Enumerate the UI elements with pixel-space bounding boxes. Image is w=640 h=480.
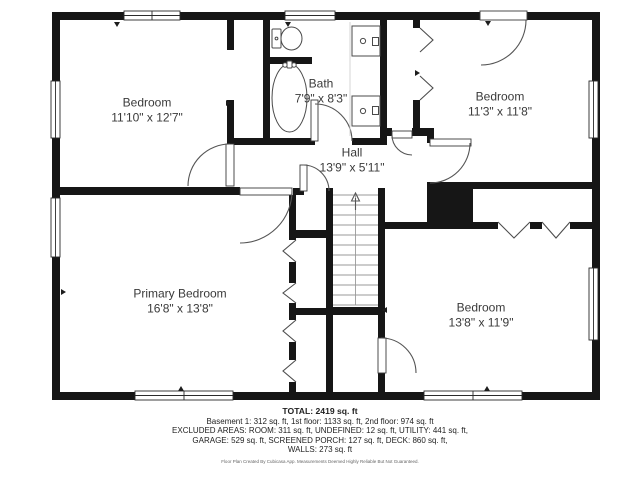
room-dimensions: 7'9" x 8'3" <box>294 91 348 105</box>
bifold-door-right-bedroom-closet-1 <box>420 28 433 52</box>
room-label-primary-bedroom <box>133 287 226 316</box>
room-label-hall <box>320 146 385 175</box>
door-arc-top-left-bedroom <box>188 144 230 186</box>
area-summary <box>0 405 640 465</box>
room-name: Bedroom <box>475 89 525 104</box>
windows <box>51 11 598 400</box>
excluded-areas-line3: WALLS: 273 sq. ft <box>287 445 353 455</box>
door-arc-primary-bedroom <box>240 191 292 243</box>
door-leaf-deck <box>480 11 527 20</box>
room-dimensions: 11'10" x 12'7" <box>111 110 183 124</box>
floor-areas: Basement 1: 312 sq. ft, 1st floor: 1133 sq. ft, 2nd floor: 974 sq. ft <box>206 417 434 426</box>
excluded-areas-line1: EXCLUDED AREAS: ROOM: 311 sq. ft, UNDEFINED: 12 sq. ft, UTILITY: 441 sq. ft, <box>172 426 468 436</box>
toilet <box>272 27 302 50</box>
door-leaf-primary-bedroom <box>240 188 292 195</box>
room-name: Bath <box>308 76 334 91</box>
room-dimensions: 16'8" x 13'8" <box>147 301 213 315</box>
staircase <box>333 193 378 305</box>
door-leaf-top-right-bedroom <box>430 139 471 146</box>
door-arc-deck <box>481 20 526 65</box>
credit-note: Floor Plan Created By Cubicasa App. Measurements Deemed Highly Reliable But Not Guaranteed. <box>221 458 419 464</box>
window-top-left-bedroom <box>124 11 180 20</box>
room-name: Bedroom <box>456 300 506 315</box>
window-right-top-bedroom <box>589 81 598 138</box>
door-leaf-top-left-bedroom <box>226 144 234 186</box>
door-leaf-linen-closet <box>392 131 412 138</box>
window-left-bedroom <box>51 81 60 138</box>
door-leaf-bottom-right-bedroom <box>378 338 386 373</box>
door-arc-top-right-bedroom <box>430 143 470 183</box>
room-name: Bedroom <box>122 95 172 110</box>
window-bottom-primary <box>135 391 233 400</box>
total-area: TOTAL: 2419 sq. ft <box>282 406 358 416</box>
sink-vanity-bottom <box>352 96 380 126</box>
window-right-bottom-bedroom <box>589 268 598 340</box>
bifold-door-right-bedroom-closet-2 <box>420 76 433 100</box>
door-leaf-bath <box>311 100 318 141</box>
bifold-door-bottom-bedroom-closet-1 <box>498 222 530 238</box>
window-bottom-bedroom <box>424 391 522 400</box>
bifold-door-primary-closet-3 <box>283 320 296 342</box>
room-label-bath <box>295 77 347 106</box>
walls <box>52 12 600 400</box>
bifold-door-primary-closet-2 <box>283 283 296 303</box>
bifold-door-bottom-bedroom-closet-2 <box>542 222 570 238</box>
window-bath <box>285 11 335 20</box>
room-dimensions: 13'8" x 11'9" <box>448 315 514 329</box>
room-label-bedroom-top-right <box>468 90 532 119</box>
room-dimensions: 13'9" x 5'11" <box>319 160 385 174</box>
sink-vanity-top <box>352 26 380 56</box>
room-name: Primary Bedroom <box>133 286 227 301</box>
window-left-primary <box>51 198 60 257</box>
room-dimensions: 11'3" x 11'8" <box>467 104 533 118</box>
room-name: Hall <box>341 145 363 160</box>
wall-outer-right <box>592 12 600 400</box>
door-arc-bath <box>315 104 352 141</box>
room-label-bedroom-top-left <box>111 96 183 125</box>
room-label-bedroom-bottom-right <box>449 301 514 330</box>
chimney <box>427 182 473 223</box>
excluded-areas-line2: GARAGE: 529 sq. ft, SCREENED PORCH: 127 sq. ft, DECK: 860 sq. ft, <box>192 435 448 445</box>
door-leaf-hall-closet <box>300 165 307 191</box>
bifold-door-primary-closet-1 <box>283 240 296 262</box>
bifold-door-primary-closet-4 <box>283 360 296 382</box>
